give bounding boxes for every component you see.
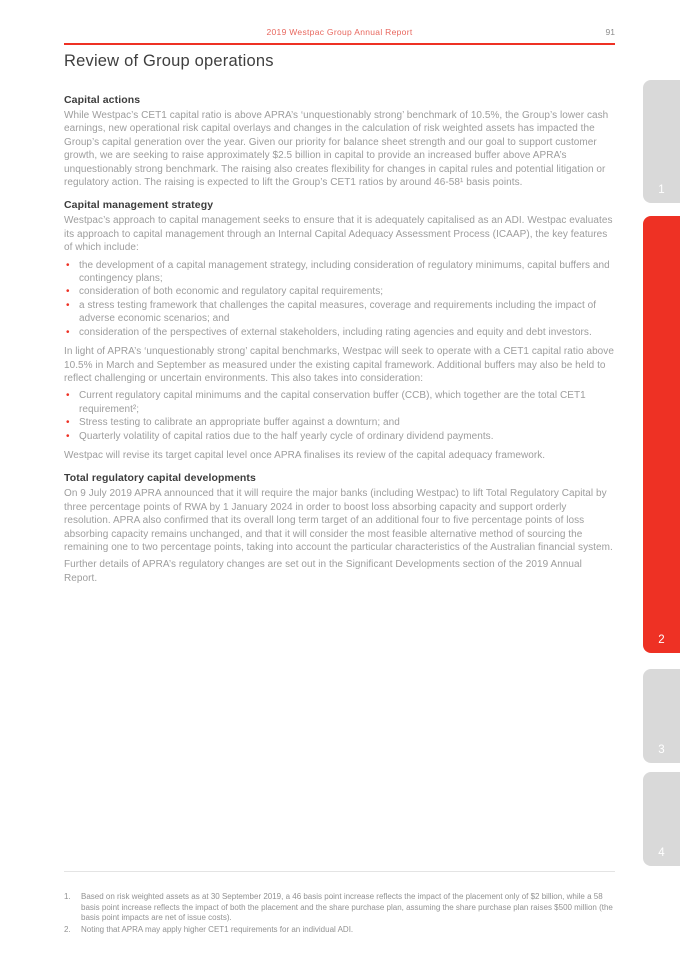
page-title: Review of Group operations [64, 52, 274, 70]
list-item [64, 299, 615, 326]
header-rule [64, 43, 615, 45]
capital-management-bullet-list [64, 259, 615, 339]
section-tab-3-label: 3 [658, 744, 665, 756]
cet1-consideration-bullet-list [64, 389, 615, 443]
footnote-1 [64, 892, 615, 924]
list-item [64, 326, 615, 339]
footnote-number: 1. [64, 892, 71, 901]
paragraph-cet1-benchmarks: In light of APRA’s ‘unquestionably strong’ capital benchmarks, Westpac will seek to operate with a CET1 capital ratio above 10.5% in March and September as measured under the existing capital framework. Additional buffers may also be held to reflect challenging or uncertain environments. This also takes into consideration: [64, 346, 614, 384]
section-tab-1 [643, 80, 680, 203]
section-tab-4 [643, 772, 680, 866]
list-item-text: Quarterly volatility of capital ratios due to the half yearly cycle of ordinary dividend payments. [79, 430, 494, 442]
section-heading-capital-actions: Capital actions [64, 94, 141, 106]
content-column [64, 94, 615, 589]
section-heading-total-regulatory: Total regulatory capital developments [64, 472, 256, 485]
paragraph-further-details: Further details of APRA’s regulatory changes are set out in the Significant Developments section of the 2019 Annual Report. [64, 559, 582, 584]
bullet-icon: • [66, 417, 70, 429]
list-item-text: Current regulatory capital minimums and the capital conservation buffer (CCB), which together are the total CET1 requirement²; [79, 390, 586, 415]
footnote-text: Based on risk weighted assets as at 30 September 2019, a 46 basis point increase reflects the impact of the placement only of $2 billion, while a 58 basis point increase reflects the impact of both the placement and the share purchase plan, assuming the share purchase plan raises $500 million (the basis point impacts are net of issue costs). [81, 892, 613, 923]
bullet-icon: • [66, 430, 70, 442]
paragraph-total-regulatory: On 9 July 2019 APRA announced that it will require the major banks (including Westpac) to lift Total Regulatory Capital by three percentage points of RWA by 1 January 2024 in order to boost loss absorbing capacity and support orderly resolution. APRA also confirmed that its overall long term target of an additional four to five percentage points of loss absorbing capacity remains unchanged, and that it will consider the most feasible alternative method of sourcing the remaining one to two percentage points, taking into account the particular characteristics of the Australian financial system. [64, 488, 613, 553]
section-heading-capital-management: Capital management strategy [64, 199, 214, 212]
footnote-number: 2. [64, 924, 71, 934]
bullet-icon: • [66, 286, 70, 298]
footnotes [64, 871, 615, 936]
list-item-text: a stress testing framework that challenges the capital measures, coverage and requirements including the impact of adverse economic scenarios; and [79, 299, 597, 325]
footnote-text: Noting that APRA may apply higher CET1 requirements for an individual ADI. [81, 924, 354, 934]
footnote-2 [64, 925, 615, 936]
paragraph-target-capital-level: Westpac will revise its target capital level once APRA finalises its review of the capital adequacy framework. [64, 449, 546, 461]
footnote-divider [64, 871, 615, 872]
list-item-text: consideration of the perspectives of external stakeholders, including rating agencies and equity and debt investors. [79, 326, 592, 338]
running-header-title: 2019 Westpac Group Annual Report [266, 27, 413, 37]
section-tab-3 [643, 669, 680, 763]
paragraph-capital-actions: While Westpac’s CET1 capital ratio is above APRA’s ‘unquestionably strong’ benchmark of 10.5%, the Group’s lower cash earnings, new operational risk capital overlays and changes in the calculation of risk weighted assets has impacted the Group’s capital generation over the year. Given our priority for balance sheet strength and our goal to support customer growth, we are seeking to raise approximately $2.5 billion in capital to provide an increased buffer above APRA’s unquestionably strong benchmark. The raising also creates flexibility for changes in capital rules and potential litigation or regulatory action. The raising is expected to lift the Group’s CET1 ratios by around 46-58¹ basis points. [64, 110, 609, 189]
running-header [64, 27, 615, 39]
bullet-icon: • [66, 390, 70, 402]
list-item-text: the development of a capital management strategy, including consideration of regulatory minimums, capital buffers and contingency plans; [79, 259, 610, 285]
section-tab-2-active [643, 216, 680, 653]
list-item [64, 285, 615, 298]
section-tab-4-label: 4 [658, 847, 665, 859]
list-item [64, 389, 615, 416]
list-item-text: consideration of both economic and regulatory capital requirements; [79, 286, 384, 298]
bullet-icon: • [66, 326, 70, 338]
paragraph-capital-management-intro: Westpac’s approach to capital management seeks to ensure that it is adequately capitalised as an ADI. Westpac evaluates its approach to capital management through an Internal Capital Adequacy Assessment Process (ICAAP), the key features of which include: [64, 215, 613, 254]
page-number: 91 [605, 27, 615, 37]
list-item [64, 416, 615, 429]
list-item-text: Stress testing to calibrate an appropriate buffer against a downturn; and [79, 417, 400, 429]
bullet-icon: • [66, 259, 70, 271]
bullet-icon: • [66, 299, 70, 311]
section-tab-2-label: 2 [658, 634, 665, 646]
list-item [64, 259, 615, 286]
list-item [64, 430, 615, 443]
section-tab-1-label: 1 [658, 184, 665, 196]
